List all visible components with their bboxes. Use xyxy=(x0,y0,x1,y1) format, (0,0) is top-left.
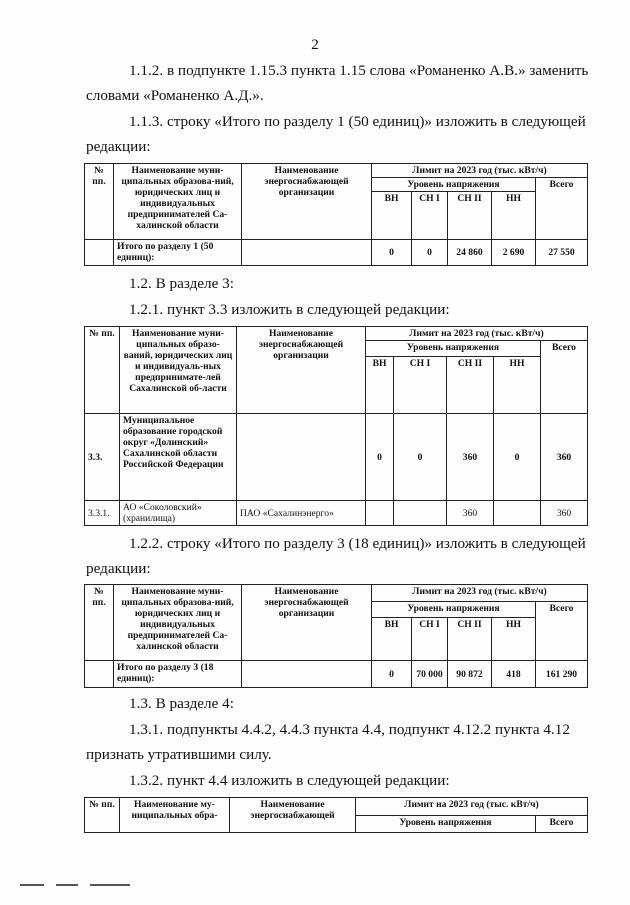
cell-total: 360 xyxy=(541,414,588,501)
header-name: Наименование муни-ципальных образова-ний, юридических лиц и индивидуальных предпринимателей Са-халинской области xyxy=(114,164,242,240)
header-limit: Лимит на 2023 год (тыс. кВт/ч) xyxy=(372,164,588,178)
header-org: Наименование энергоснабжающей организации xyxy=(242,585,372,661)
cell-nn: 418 xyxy=(492,661,536,688)
cell-nn xyxy=(494,501,541,526)
scan-mark xyxy=(90,884,130,886)
table-row xyxy=(85,414,588,501)
cell-sn1: 70 000 xyxy=(412,661,448,688)
cell-vn: 0 xyxy=(372,661,412,688)
paragraph-text: 1.1.2. в подпункте 1.15.3 пункта 1.15 слова «Романенко А.В.» заменить xyxy=(129,62,589,79)
cell-vn: 0 xyxy=(372,240,412,266)
cell-name: Итого по разделу 1 (50 единиц): xyxy=(114,240,242,266)
table-section3-total xyxy=(84,584,588,688)
header-level: Уровень напряжения xyxy=(372,178,536,192)
header-level: Уровень напряжения xyxy=(366,341,541,357)
header-vn: ВН xyxy=(366,357,394,414)
header-level: Уровень напряжения xyxy=(372,602,536,618)
header-nn: НН xyxy=(494,357,541,414)
table-row xyxy=(85,501,588,526)
cell-no: 3.3. xyxy=(85,414,120,501)
table-item-4-4 xyxy=(84,797,588,833)
cell-no xyxy=(85,661,114,688)
paragraph-1-1-2-line1 xyxy=(129,62,589,80)
header-name: Наименование му-ниципальных обра- xyxy=(120,798,230,833)
cell-org xyxy=(237,414,366,501)
paragraph-1-2-1: 1.2.1. пункт 3.3 изложить в следующей редакции: xyxy=(129,301,450,318)
cell-sn1: 0 xyxy=(412,240,448,266)
header-sn1: СН I xyxy=(394,357,447,414)
cell-vn xyxy=(366,501,394,526)
header-sn1: СН I xyxy=(412,618,448,661)
cell-vn: 0 xyxy=(366,414,394,501)
header-nn: НН xyxy=(492,192,536,240)
paragraph-1-2-2-line1: 1.2.2. строку «Итого по разделу 3 (18 единиц)» изложить в следующей xyxy=(129,535,586,552)
cell-nn: 2 690 xyxy=(492,240,536,266)
cell-nn: 0 xyxy=(494,414,541,501)
cell-sn1 xyxy=(394,501,447,526)
header-sn2: СН II xyxy=(447,357,494,414)
paragraph-1-3: 1.3. В разделе 4: xyxy=(129,695,234,712)
table-section1-total xyxy=(84,163,588,266)
cell-sn2: 360 xyxy=(447,414,494,501)
header-no: № пп. xyxy=(85,327,120,414)
header-total: Всего xyxy=(536,602,588,661)
header-org: Наименование энергоснабжающей xyxy=(230,798,356,833)
header-total: Всего xyxy=(536,178,588,240)
paragraph-1-3-2: 1.3.2. пункт 4.4 изложить в следующей редакции: xyxy=(129,772,450,789)
cell-org: ПАО «Сахалинэнерго» xyxy=(237,501,366,526)
header-limit: Лимит на 2023 год (тыс. кВт/ч) xyxy=(356,798,588,816)
header-no: № пп. xyxy=(85,164,114,240)
cell-no xyxy=(85,240,114,266)
header-level: Уровень напряжения xyxy=(356,816,536,833)
header-vn: ВН xyxy=(372,192,412,240)
header-no: № пп. xyxy=(85,585,114,661)
cell-org xyxy=(242,240,372,266)
header-sn2: СН II xyxy=(448,192,492,240)
table-row xyxy=(85,661,588,688)
cell-total: 27 550 xyxy=(536,240,588,266)
header-org: Наименование энергоснабжающей организации xyxy=(237,327,366,414)
paragraph-1-3-1-line2: признать утратившими силу. xyxy=(86,746,272,763)
header-no: № пп. xyxy=(85,798,120,833)
cell-sn2: 90 872 xyxy=(448,661,492,688)
scan-mark xyxy=(20,884,44,886)
header-org: Наименование энергоснабжающей организации xyxy=(242,164,372,240)
header-total: Всего xyxy=(536,816,588,833)
cell-total: 360 xyxy=(541,501,588,526)
header-sn1: СН I xyxy=(412,192,448,240)
cell-sn2: 24 860 xyxy=(448,240,492,266)
paragraph-1-2-2-line2: редакции: xyxy=(86,560,151,577)
header-name: Наименование муни-ципальных образо-ваний, юридических лиц и индивидуаль-ных предпринимате-лей Сахалинской об-ласти xyxy=(120,327,237,414)
table-item-3-3 xyxy=(84,326,588,526)
header-vn: ВН xyxy=(372,618,412,661)
header-limit: Лимит на 2023 год (тыс. кВт/ч) xyxy=(372,585,588,602)
cell-name: АО «Соколовский» (хранилища) xyxy=(120,501,237,526)
cell-sn2: 360 xyxy=(447,501,494,526)
cell-sn1: 0 xyxy=(394,414,447,501)
paragraph-1-1-3-line1: 1.1.3. строку «Итого по разделу 1 (50 единиц)» изложить в следующей xyxy=(129,113,586,130)
scan-mark xyxy=(56,884,78,886)
header-limit: Лимит на 2023 год (тыс. кВт/ч) xyxy=(366,327,588,341)
table-row xyxy=(85,240,588,266)
cell-name: Итого по разделу 3 (18 единиц): xyxy=(114,661,242,688)
cell-total: 161 290 xyxy=(536,661,588,688)
header-sn2: СН II xyxy=(448,618,492,661)
paragraph-1-3-1-line1: 1.3.1. подпункты 4.4.2, 4.4.3 пункта 4.4, подпункт 4.12.2 пункта 4.12 xyxy=(129,721,570,738)
header-total: Всего xyxy=(541,341,588,414)
header-nn: НН xyxy=(492,618,536,661)
cell-org xyxy=(242,661,372,688)
cell-no: 3.3.1. xyxy=(85,501,120,526)
paragraph-1-1-3-line2: редакции: xyxy=(86,138,151,155)
page-number: 2 xyxy=(311,37,319,53)
cell-name: Муниципальное образование городской округ «Долинский» Сахалинской области Российской Федерации xyxy=(120,414,237,501)
paragraph-1-1-2-line2: словами «Романенко А.Д.». xyxy=(86,87,264,104)
header-name: Наименование муни-ципальных образова-ний, юридических лиц и индивидуальных предпринимателей Са-халинской области xyxy=(114,585,242,661)
paragraph-1-2: 1.2. В разделе 3: xyxy=(129,275,234,292)
